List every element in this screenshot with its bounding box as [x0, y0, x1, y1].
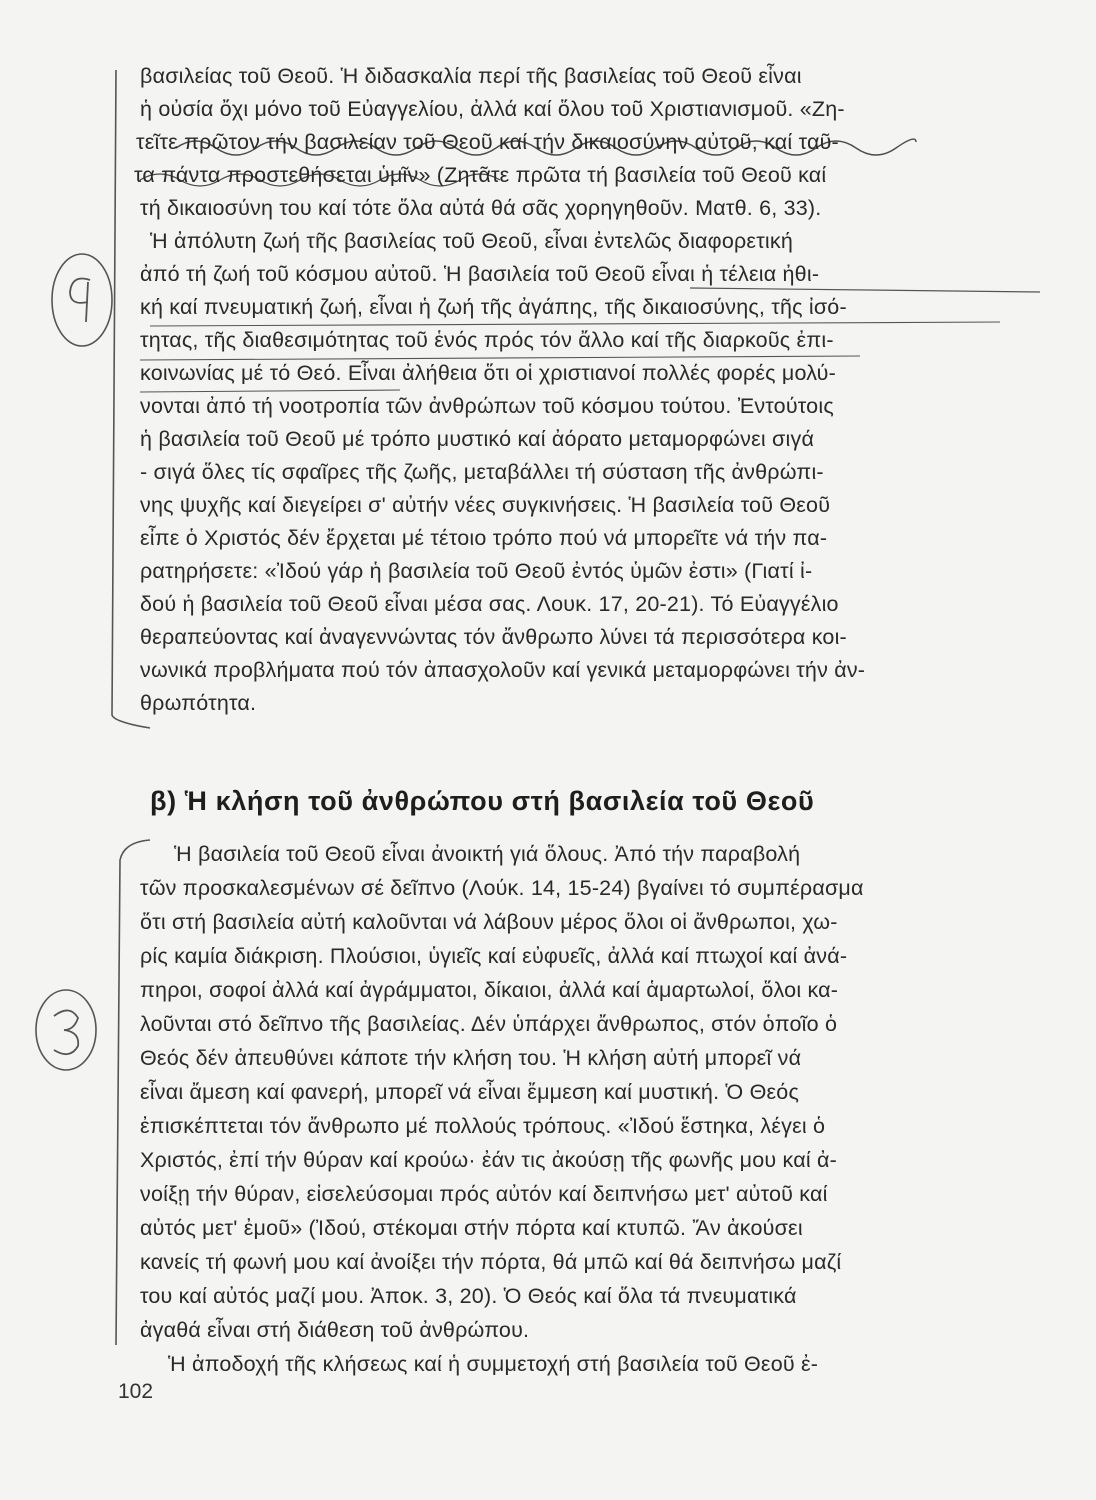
text-line: τή δικαιοσύνη του καί τότε ὅλα αὐτά θά σᾶς χορηγηθοῦν. Ματθ. 6, 33).: [140, 196, 822, 220]
text-line: νωνικά προβλήματα πού τόν ἀπασχολοῦν καί γενικά μεταμορφώνει τήν ἀν-: [140, 658, 866, 682]
text-line: πηροι, σοφοί ἀλλά καί ἀγράμματοι, δίκαιοι, ἀλλά καί ἁμαρτωλοί, ὅλοι κα-: [140, 978, 839, 1002]
text-line: δού ἡ βασιλεία τοῦ Θεοῦ εἶναι μέσα σας. Λουκ. 17, 20-21). Τό Εὐαγγέλιο: [140, 592, 839, 616]
text-line: τητας, τῆς διαθεσιμότητας τοῦ ἑνός πρός τόν ἄλλο καί τῆς διαρκοῦς ἐπι-: [140, 328, 834, 352]
text-line: ὅτι στή βασιλεία αὐτή καλοῦνται νά λάβουν μέρος ὅλοι οἱ ἄνθρωποι, χω-: [140, 910, 838, 934]
text-line: ἡ βασιλεία τοῦ Θεοῦ μέ τρόπο μυστικό καί ἀόρατο μεταμορφώνει σιγά: [140, 427, 815, 451]
text-line: Ἡ ἀποδοχή τῆς κλήσεως καί ἡ συμμετοχή στή βασιλεία τοῦ Θεοῦ ἐ-: [168, 1352, 819, 1376]
text-line: ἐπισκέπτεται τόν ἄνθρωπο μέ πολλούς τρόπους. «Ἰδού ἕστηκα, λέγει ὁ: [140, 1114, 826, 1138]
page-number: 102: [118, 1380, 154, 1403]
text-line: θρωπότητα.: [140, 691, 257, 715]
text-line: εἶπε ὁ Χριστός δέν ἔρχεται μέ τέτοιο τρόπο πού νά μπορεῖτε νά τήν πα-: [140, 526, 828, 550]
text-line: του καί αὐτός μαζί μου. Ἀποκ. 3, 20). Ὁ Θεός καί ὅλα τά πνευματικά: [140, 1284, 797, 1308]
text-line: Θεός δέν ἀπευθύνει κάποτε τήν κλήση του. Ἡ κλήση αὐτή μπορεῖ νά: [140, 1046, 802, 1070]
text-line: βασιλείας τοῦ Θεοῦ. Ἡ διδασκαλία περί τῆς βασιλείας τοῦ Θεοῦ εἶναι: [140, 64, 802, 88]
margin-circle-mark: [52, 254, 112, 346]
text-line: νης ψυχῆς καί διεγείρει σ' αὐτήν νέες συγκινήσεις. Ἡ βασιλεία τοῦ Θεοῦ: [140, 493, 831, 517]
text-line: τα πάντα προστεθήσεται ὑμῖν» (Ζητᾶτε πρῶτα τή βασιλεία τοῦ Θεοῦ καί: [134, 163, 827, 187]
text-line: κή καί πνευματική ζωή, εἶναι ἡ ζωή τῆς ἀγάπης, τῆς δικαιοσύνης, τῆς ἰσό-: [140, 295, 847, 319]
text-line: εἶναι ἄμεση καί φανερή, μπορεῖ νά εἶναι ἔμμεση καί μυστική. Ὁ Θεός: [140, 1080, 800, 1104]
underline-stroke-3: [140, 356, 860, 360]
text-line: Ἡ ἀπόλυτη ζωή τῆς βασιλείας τοῦ Θεοῦ, εἶναι ἐντελῶς διαφορετική: [150, 229, 793, 253]
text-line: ἡ οὐσία ὄχι μόνο τοῦ Εὐαγγελίου, ἀλλά καί ὅλου τοῦ Χριστιανισμοῦ. «Ζη-: [140, 97, 845, 121]
margin-digit-mark-2: [54, 1010, 78, 1054]
section-heading: β) Ἡ κλήση τοῦ ἀνθρώπου στή βασιλεία τοῦ Θεοῦ: [150, 786, 815, 816]
text-line: νονται ἀπό τή νοοτροπία τῶν ἀνθρώπων τοῦ κόσμου τούτου. Ἐντούτοις: [140, 394, 834, 418]
text-line: ἀγαθά εἶναι στή διάθεση τοῦ ἀνθρώπου.: [140, 1318, 530, 1342]
text-line: τεῖτε πρῶτον τήν βασιλείαν τοῦ Θεοῦ καί τήν δικαιοσύνην αὐτοῦ, καί ταῦ-: [136, 130, 839, 154]
underline-stroke: [690, 288, 1040, 292]
text-line: τῶν προσκαλεσμένων σέ δεῖπνο (Λούκ. 14, 15-24) βγαίνει τό συμπέρασμα: [140, 876, 864, 900]
text-line: - σιγά ὅλες τίς σφαῖρες τῆς ζωῆς, μεταβάλλει τή σύσταση τῆς ἀνθρώπι-: [140, 460, 824, 484]
text-line: ρατηρήσετε: «Ἰδού γάρ ἡ βασιλεία τοῦ Θεοῦ ἐντός ὑμῶν ἐστι» (Γιατί ἰ-: [140, 559, 813, 583]
margin-digit-mark: [70, 279, 90, 323]
text-line: ἀπό τή ζωή τοῦ κόσμου αὐτοῦ. Ἡ βασιλεία τοῦ Θεοῦ εἶναι ἡ τέλεια ἠθι-: [140, 262, 820, 286]
underline-stroke-2: [150, 322, 1000, 326]
text-line: ρίς καμία διάκριση. Πλούσιοι, ὑγιεῖς καί εὐφυεῖς, ἀλλά καί πτωχοί καί ἀνά-: [140, 944, 848, 968]
text-line: λοῦνται στό δεῖπνο τῆς βασιλείας. Δέν ὑπάρχει ἄνθρωπος, στόν ὁποῖο ὁ: [140, 1012, 838, 1036]
text-line: Ἡ βασιλεία τοῦ Θεοῦ εἶναι ἀνοικτή γιά ὅλους. Ἀπό τήν παραβολή: [174, 842, 801, 866]
text-line: αὐτός μετ' ἐμοῦ» (Ἰδού, στέκομαι στήν πόρτα καί κτυπῶ. Ἄν ἀκούσει: [140, 1216, 803, 1240]
text-line: κανείς τή φωνή μου καί ἀνοίξει τήν πόρτα, θά μπῶ καί θά δειπνήσω μαζί: [140, 1250, 842, 1274]
text-line: θεραπεύοντας καί ἀναγεννώντας τόν ἄνθρωπο λύνει τά περισσότερα κοι-: [140, 625, 847, 649]
text-line: κοινωνίας μέ τό Θεό. Εἶναι ἀλήθεια ὅτι οἱ χριστιανοί πολλές φορές μολύ-: [140, 361, 836, 385]
text-line: Χριστός, ἐπί τήν θύραν καί κρούω· ἐάν τις ἀκούσῃ τῆς φωνῆς μου καί ἀ-: [140, 1148, 837, 1172]
text-line: νοίξῃ τήν θύραν, εἰσελεύσομαι πρός αὐτόν καί δειπνήσω μετ' αὐτοῦ καί: [140, 1182, 828, 1206]
underline-stroke-4: [140, 390, 400, 392]
